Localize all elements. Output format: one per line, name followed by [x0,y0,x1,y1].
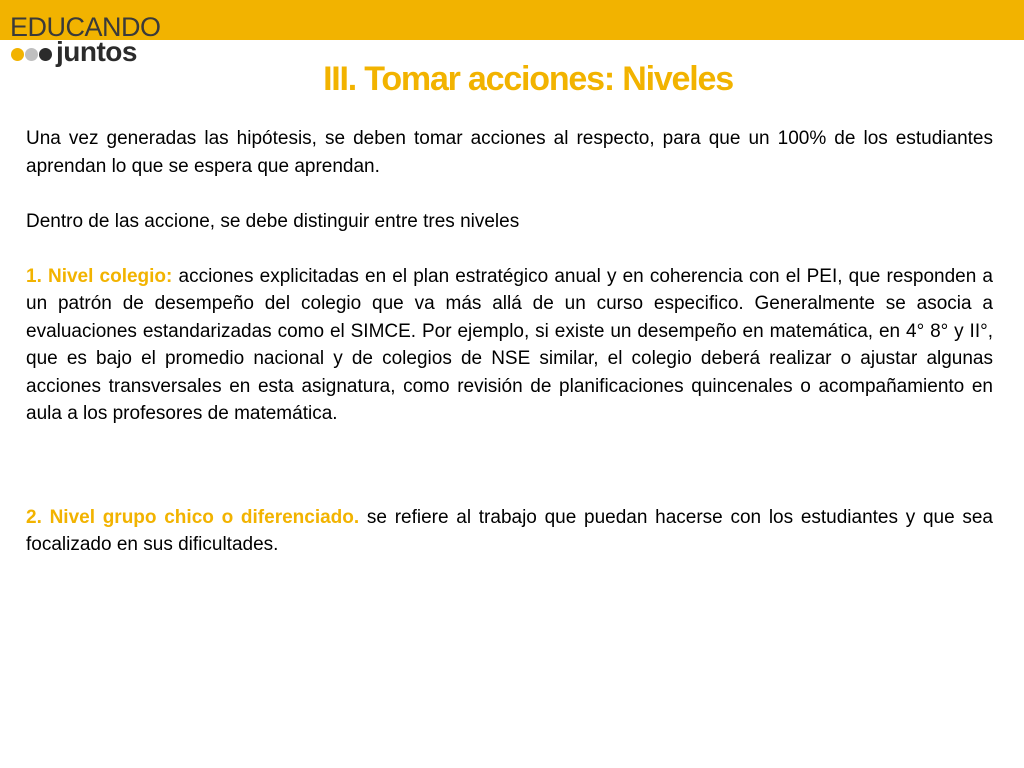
slide-content [26,125,993,559]
paragraph-level-2 [26,504,993,559]
slide-title: III. Tomar acciones: Niveles [323,60,733,98]
level-1-text: acciones explicitadas en el plan estratégico anual y en coherencia con el PEI, que responden a un patrón de desempeño del colegio que va más allá de un curso especifico. Generalmente se asocia a evaluaciones estandarizadas como el SIMCE. Por ejemplo, si existe un desempeño en matemática, en 4° 8° y II°, que es bajo el promedio nacional y de colegios de NSE similar, el colegio deberá realizar o ajustar algunas acciones transversales en esta asignatura, como revisión de planificaciones quincenales o acompañamiento en aula a los profesores de matemática. [26,265,993,424]
logo-bottom-text: juntos [56,36,137,67]
paragraph-levels-intro: Dentro de las accione, se debe distinguir entre tres niveles [26,211,520,232]
level-2-label: 2. Nivel grupo chico o diferenciado. [26,506,360,528]
paragraph-level-1 [26,263,993,428]
logo-top-text: EDUCANDO [10,12,161,42]
level-1-label: 1. Nivel colegio: [26,265,173,287]
paragraph-intro: Una vez generadas las hipótesis, se deben tomar acciones al respecto, para que un 100% de los estudiantes aprendan lo que se espera que aprendan. [26,128,993,177]
level-2-text: se refiere al trabajo que puedan hacerse con los estudiantes y que sea focalizado en sus dificultades. [26,506,994,555]
